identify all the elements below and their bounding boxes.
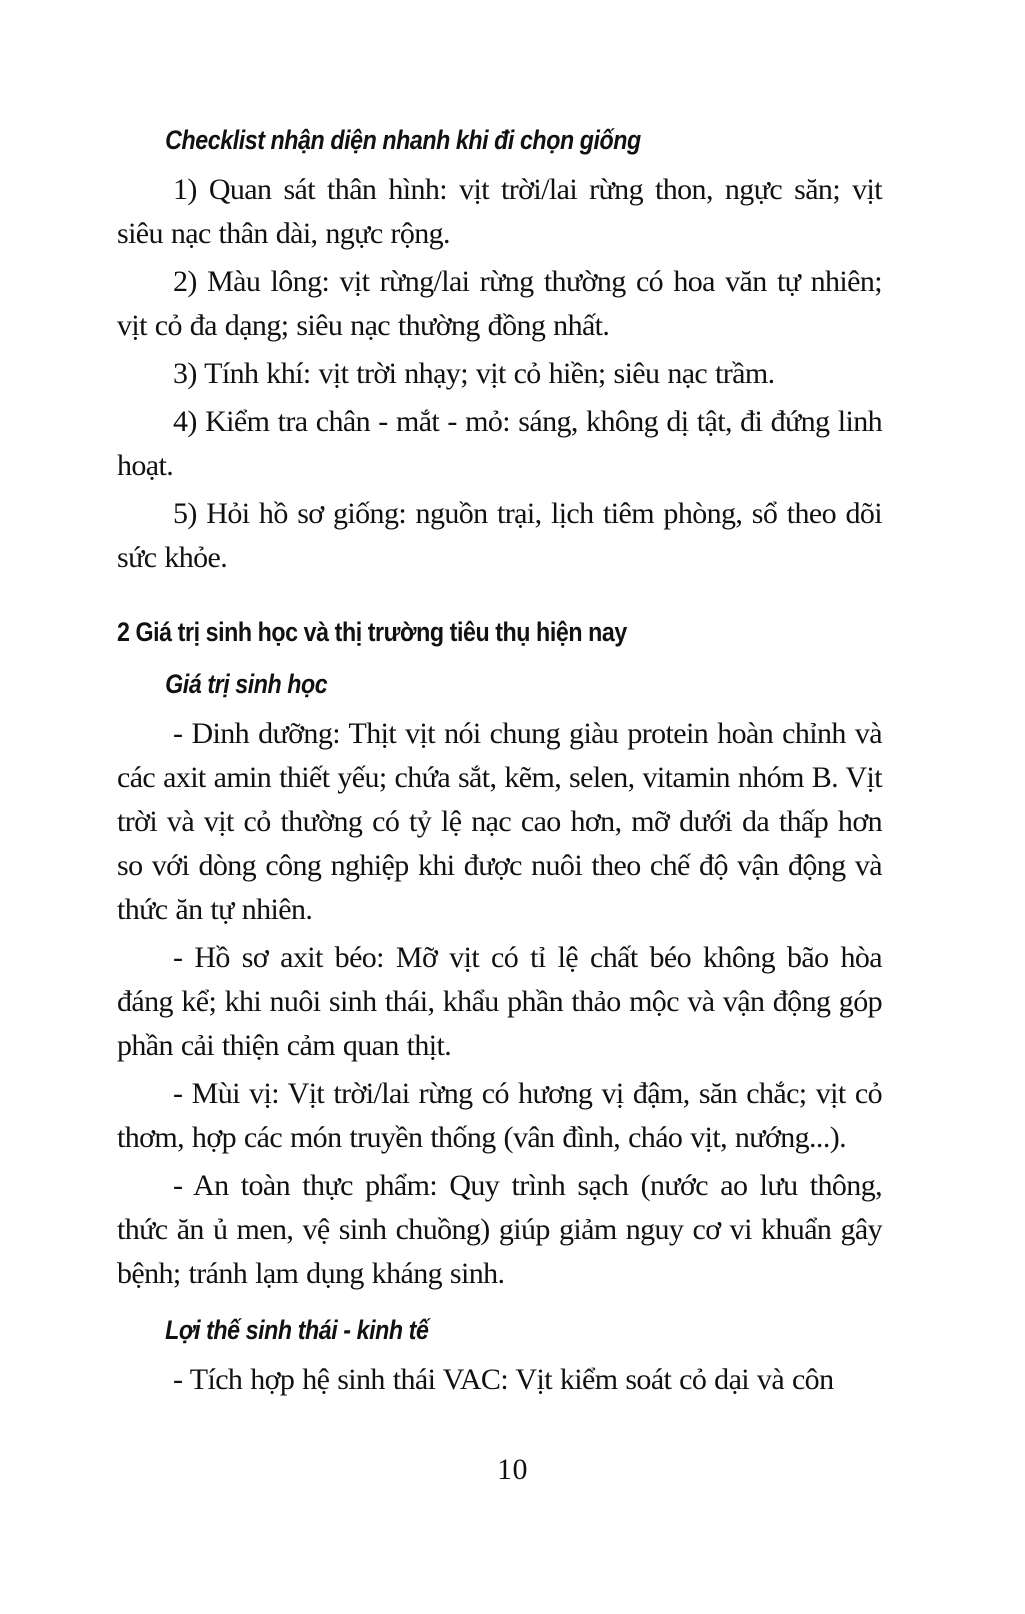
checklist-item: 2) Màu lông: vịt rừng/lai rừng thường có hoa văn tự nhiên; vịt cỏ đa dạng; siêu nạc thường đồng nhất.: [117, 265, 882, 342]
eco-economic-heading: Lợi thế sinh thái - kinh tế: [165, 1315, 429, 1345]
eco-economic-item: - Tích hợp hệ sinh thái VAC: Vịt kiểm soát cỏ dại và côn: [173, 1363, 834, 1396]
biological-value-heading: Giá trị sinh học: [165, 669, 328, 699]
checklist-item: 4) Kiểm tra chân - mắt - mỏ: sáng, không dị tật, đi đứng linh hoạt.: [117, 405, 882, 482]
checklist-heading: Checklist nhận diện nhanh khi đi chọn giống: [165, 125, 641, 155]
section-heading: 2 Giá trị sinh học và thị trường tiêu thụ hiện nay: [117, 617, 627, 647]
checklist-item: 3) Tính khí: vịt trời nhạy; vịt cỏ hiền; siêu nạc trầm.: [173, 357, 775, 390]
biological-value-item: - Dinh dưỡng: Thịt vịt nói chung giàu protein hoàn chỉnh và các axit amin thiết yếu; chứa sắt, kẽm, selen, vitamin nhóm B. Vịt trời và vịt cỏ thường có tỷ lệ nạc cao hơn, mỡ dưới da thấp hơn so với dòng công nghiệp khi được nuôi theo chế độ vận động và thức ăn tự nhiên.: [117, 717, 882, 926]
biological-value-item: - Hồ sơ axit béo: Mỡ vịt có tỉ lệ chất béo không bão hòa đáng kể; khi nuôi sinh thái, khẩu phần thảo mộc và vận động góp phần cải thiện cảm quan thịt.: [117, 941, 882, 1062]
biological-value-item: - An toàn thực phẩm: Quy trình sạch (nước ao lưu thông, thức ăn ủ men, vệ sinh chuồng) giúp giảm nguy cơ vi khuẩn gây bệnh; tránh lạm dụng kháng sinh.: [117, 1169, 882, 1290]
document-page: [117, 118, 882, 1406]
checklist-item: 1) Quan sát thân hình: vịt trời/lai rừng thon, ngực săn; vịt siêu nạc thân dài, ngực rộng.: [117, 173, 882, 250]
page-number: 10: [497, 1453, 528, 1486]
checklist-item: 5) Hỏi hồ sơ giống: nguồn trại, lịch tiêm phòng, sổ theo dõi sức khỏe.: [117, 497, 882, 574]
biological-value-item: - Mùi vị: Vịt trời/lai rừng có hương vị đậm, săn chắc; vịt cỏ thơm, hợp các món truyền thống (vân đình, cháo vịt, nướng...).: [117, 1077, 882, 1154]
